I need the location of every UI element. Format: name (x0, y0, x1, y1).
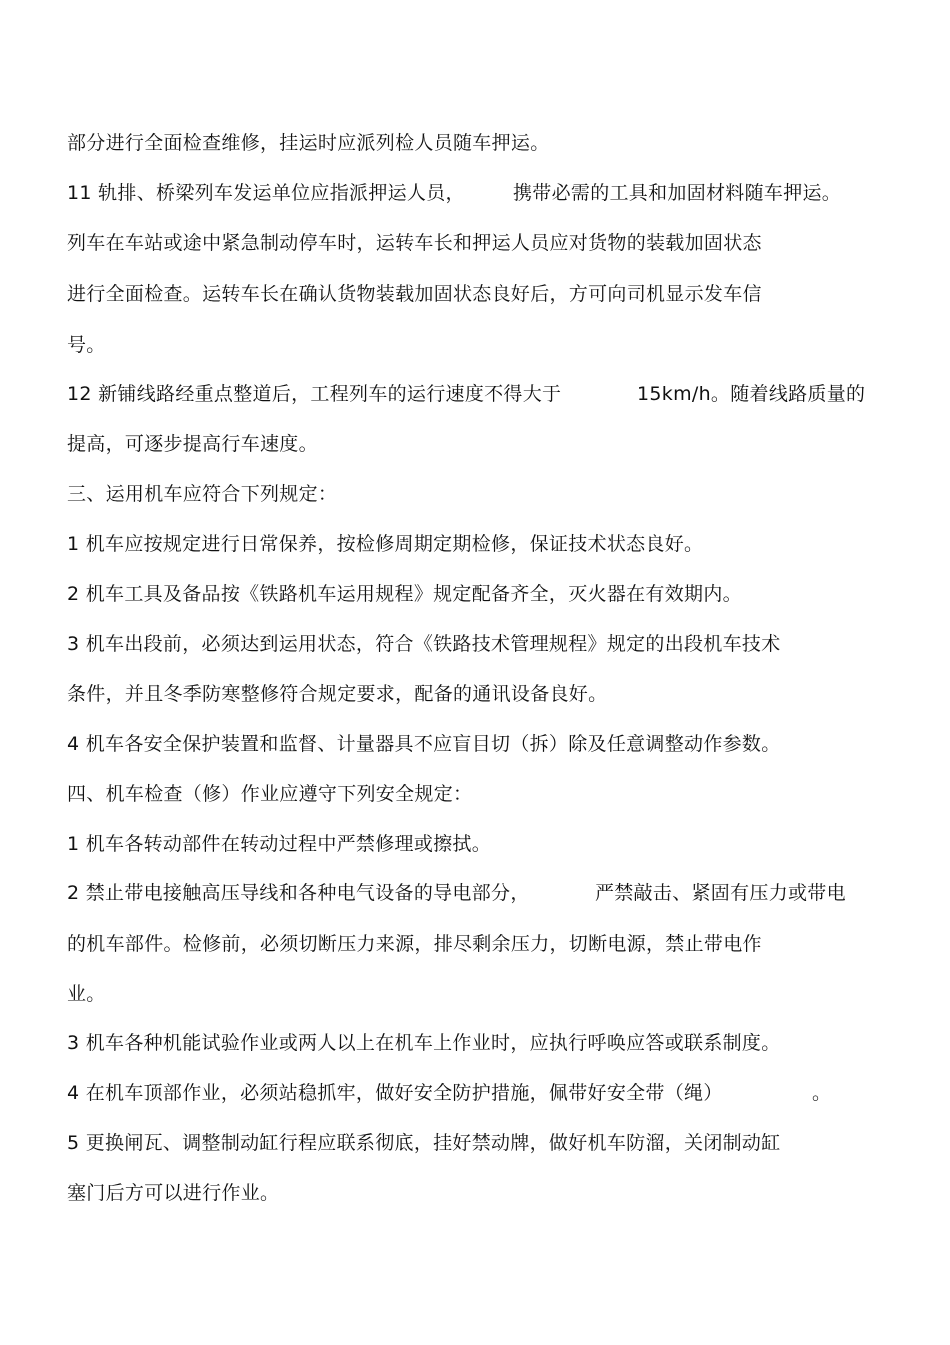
text-segment: 塞门后方可以进行作业。 (67, 1182, 280, 1204)
text-segment: 。 (812, 1082, 832, 1104)
text-line (67, 832, 491, 856)
text-line (67, 131, 550, 155)
text-segment: 2 机车工具及备品按《铁路机车运用规程》规定配备齐全，灭火器在有效期内。 (67, 583, 742, 605)
text-line (67, 982, 106, 1006)
text-segment: 四、机车检查（修）作业应遵守下列安全规定： (67, 783, 473, 805)
text-segment: 进行全面检查。运转车长在确认货物装载加固状态良好后，方可向司机显示发车信 (67, 283, 762, 305)
text-segment: 提高，可逐步提高行车速度。 (67, 433, 318, 455)
text-line (67, 1181, 279, 1205)
text-segment: 1 机车各转动部件在转动过程中严禁修理或擦拭。 (67, 833, 492, 855)
text-segment: 业。 (67, 983, 106, 1005)
text-line (67, 231, 762, 255)
text-segment: 号。 (67, 334, 106, 356)
text-line (67, 682, 607, 706)
text-line (67, 532, 703, 556)
text-line (67, 282, 762, 306)
text-line (67, 1131, 781, 1155)
text-segment: 2 禁止带电接触高压导线和各种电气设备的导电部分， (67, 882, 530, 904)
text-line (67, 432, 318, 456)
section-heading (67, 482, 337, 506)
text-line (67, 1081, 832, 1105)
text-segment: 15km/h。随着线路质量的 (637, 383, 866, 405)
text-line (67, 582, 742, 606)
text-segment: 的机车部件。检修前，必须切断压力来源，排尽剩余压力，切断电源，禁止带电作 (67, 933, 762, 955)
text-segment: 3 机车出段前，必须达到运用状态，符合《铁路技术管理规程》规定的出段机车技术 (67, 633, 781, 655)
text-line (67, 632, 781, 656)
text-line (67, 932, 762, 956)
text-line (67, 732, 781, 756)
text-segment: 3 机车各种机能试验作业或两人以上在机车上作业时，应执行呼唤应答或联系制度。 (67, 1032, 781, 1054)
text-segment: 携带必需的工具和加固材料随车押运。 (513, 182, 842, 204)
section-heading (67, 782, 472, 806)
text-segment: 条件，并且冬季防寒整修符合规定要求，配备的通讯设备良好。 (67, 683, 608, 705)
text-segment: 4 在机车顶部作业，必须站稳抓牢，做好安全防护措施，佩带好安全带（绳） (67, 1082, 723, 1104)
text-segment: 部分进行全面检查维修，挂运时应派列检人员随车押运。 (67, 132, 550, 154)
text-line (67, 333, 106, 357)
text-line (67, 181, 842, 205)
text-segment: 12 新铺线路经重点整道后，工程列车的运行速度不得大于 (67, 383, 562, 405)
text-segment: 列车在车站或途中紧急制动停车时，运转车长和押运人员应对货物的装载加固状态 (67, 232, 762, 254)
text-line (67, 382, 866, 406)
text-segment: 5 更换闸瓦、调整制动缸行程应联系彻底，挂好禁动牌，做好机车防溜，关闭制动缸 (67, 1132, 781, 1154)
text-segment: 4 机车各安全保护装置和监督、计量器具不应盲目切（拆）除及任意调整动作参数。 (67, 733, 781, 755)
text-segment: 1 机车应按规定进行日常保养，按检修周期定期检修，保证技术状态良好。 (67, 533, 704, 555)
text-segment: 11 轨排、桥梁列车发运单位应指派押运人员， (67, 182, 465, 204)
text-line (67, 881, 846, 905)
text-segment: 严禁敲击、紧固有压力或带电 (595, 882, 846, 904)
text-segment: 三、运用机车应符合下列规定： (67, 483, 338, 505)
text-line (67, 1031, 781, 1055)
